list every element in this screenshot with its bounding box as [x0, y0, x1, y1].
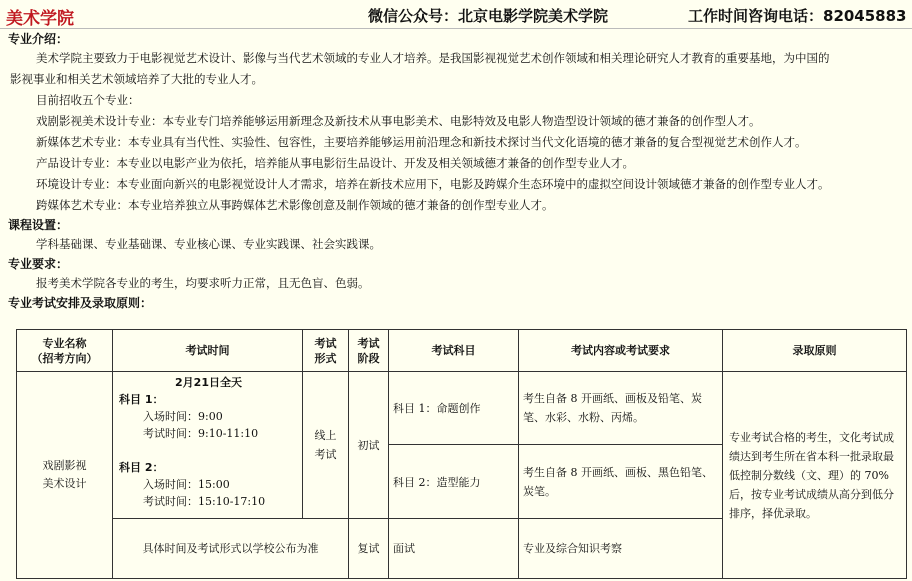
retest-time: 具体时间及考试形式以学校公布为准 — [113, 518, 349, 578]
retest-subject: 面试 — [389, 518, 519, 578]
table-header-row — [17, 330, 907, 372]
exam-stage-first: 初试 — [349, 372, 389, 519]
table-row — [17, 372, 907, 445]
intro-paragraph-line1: 美术学院主要致力于电影视觉艺术设计、影像与当代艺术领域的专业人才培养。是我国影视视觉艺术创作领域和相关理论研究人才教育的重要基地，为中国的 — [36, 51, 830, 65]
section-heading-courses: 课程设置： — [8, 218, 69, 232]
subject2-label: 科目 2： — [119, 461, 164, 475]
exam-stage-retest: 复试 — [349, 518, 389, 578]
section-heading-requirements: 专业要求： — [8, 257, 69, 271]
subject2-name: 科目 2：造型能力 — [389, 445, 519, 518]
col-header-admission: 录取原则 — [723, 330, 907, 372]
subject2-exam-time: 考试时间：15:10-17:10 — [143, 495, 266, 509]
subject1-name: 科目 1：命题创作 — [389, 372, 519, 445]
major-description: 新媒体艺术专业：本专业具有当代性、实验性、包容性，主要培养能够运用前沿理念和新技术探讨当代文化语境的德才兼备的复合型视觉艺术创作人才。 — [36, 135, 807, 149]
subject1-content: 考生自备 8 开画纸、画板及铅笔、炭笔、水彩、水粉、丙烯。 — [519, 372, 723, 445]
major-description: 产品设计专业：本专业以电影产业为依托，培养能从事电影衍生品设计、开发及相关领域德才兼备的创作型专业人才。 — [36, 156, 634, 170]
col-header-subject: 考试科目 — [389, 330, 519, 372]
col-header-major: 专业名称 （招考方向） — [17, 330, 113, 372]
requirements-text: 报考美术学院各专业的考生，均要求听力正常，且无色盲、色弱。 — [36, 276, 370, 290]
exam-date: 2月21日全天 — [175, 376, 242, 390]
col-header-time: 考试时间 — [113, 330, 303, 372]
exam-time-cell — [113, 372, 303, 519]
major-description: 戏剧影视美术设计专业：本专业专门培养能够运用新理念及新技术从事电影美术、电影特效及电影人物造型设计领域的德才兼备的创作型人才。 — [36, 114, 761, 128]
courses-text: 学科基础课、专业基础课、专业核心课、专业实践课、社会实践课。 — [36, 237, 381, 251]
subject2-content: 考生自备 8 开画纸、画板、黑色铅笔、炭笔。 — [519, 445, 723, 518]
major-description: 跨媒体艺术专业：本专业培养独立从事跨媒体艺术影像创意及制作领域的德才兼备的创作型专业人才。 — [36, 198, 554, 212]
intro-paragraph-line2: 影视事业和相关艺术领域培养了大批的专业人才。 — [10, 72, 263, 86]
enroll-text: 目前招收五个专业： — [36, 93, 140, 107]
col-header-stage: 考试 阶段 — [349, 330, 389, 372]
subject1-label: 科目 1： — [119, 393, 164, 407]
section-heading-exam: 专业考试安排及录取原则： — [8, 296, 153, 310]
contact-phone: 工作时间咨询电话：82045883 — [688, 7, 907, 25]
major-name-cell: 戏剧影视 美术设计 — [17, 372, 113, 579]
subject2-entry-time: 入场时间：15:00 — [143, 478, 230, 492]
section-heading-intro: 专业介绍： — [8, 32, 69, 46]
exam-form-cell: 线上 考试 — [303, 372, 349, 519]
admission-principle: 专业考试合格的考生，文化考试成绩达到考生所在省本科一批录取最低控制分数线（文、理）的 70%后，按专业考试成绩从高分到低分排序，择优录取。 — [723, 372, 907, 579]
col-header-content: 考试内容或考试要求 — [519, 330, 723, 372]
retest-content: 专业及综合知识考察 — [519, 518, 723, 578]
exam-schedule-table — [16, 329, 907, 579]
page-header — [0, 0, 912, 29]
subject1-exam-time: 考试时间：9:10-11:10 — [143, 427, 259, 441]
school-name: 美术学院 — [6, 9, 74, 29]
wechat-account: 微信公众号：北京电影学院美术学院 — [368, 7, 609, 25]
major-description: 环境设计专业：本专业面向新兴的电影视觉设计人才需求，培养在新技术应用下，电影及跨媒介生态环境中的虚拟空间设计领域德才兼备的创作型专业人才。 — [36, 177, 830, 191]
col-header-form: 考试 形式 — [303, 330, 349, 372]
document-body — [0, 30, 912, 312]
subject1-entry-time: 入场时间：9:00 — [143, 410, 223, 424]
